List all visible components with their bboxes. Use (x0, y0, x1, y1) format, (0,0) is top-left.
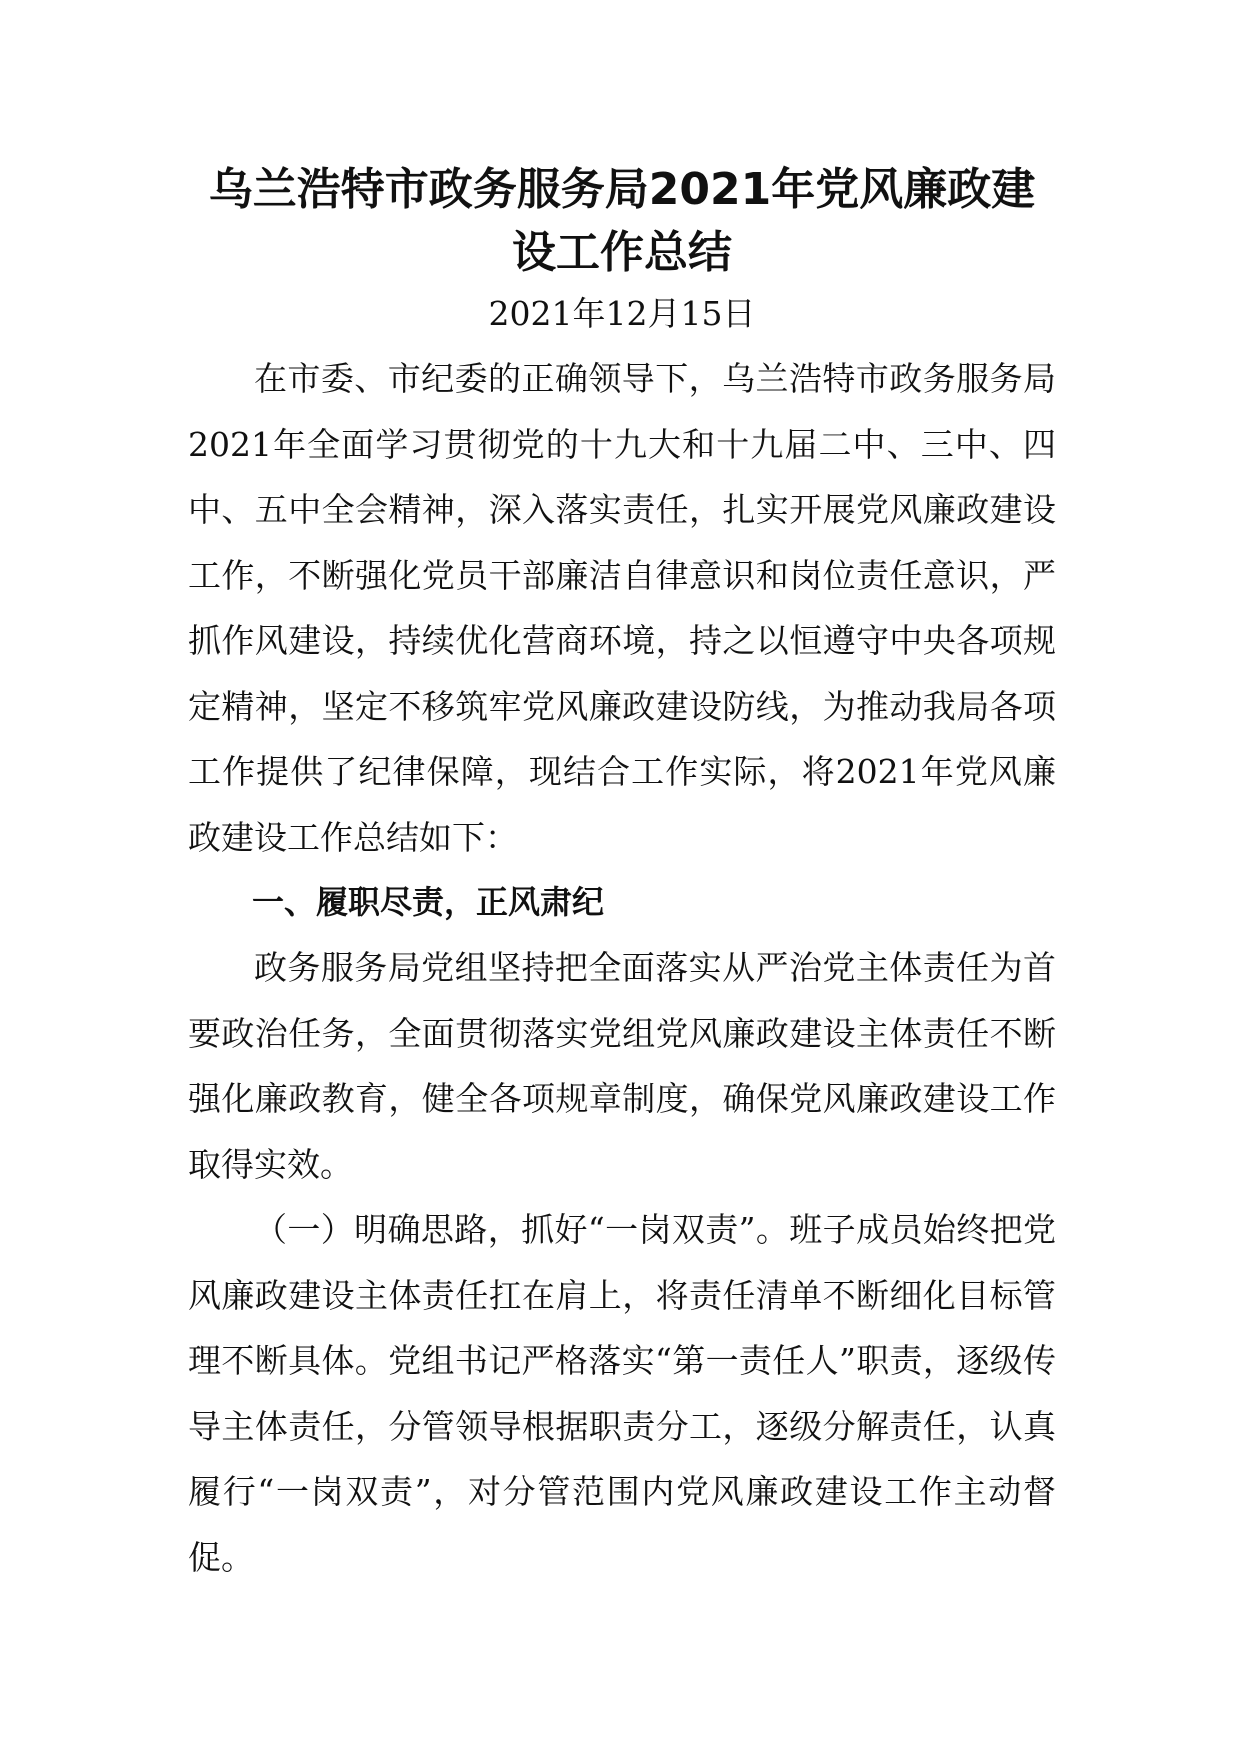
document-title: 乌兰浩特市政务服务局2021年党风廉政建设工作总结 (208, 164, 1036, 278)
subsection-paragraph: （一）明确思路，抓好“一岗双责”。班子成员始终把党风廉政建设主体责任扛在肩上，将责任清单不断细化目标管理不断具体。党组书记严格落实“第一责任人”职责，逐级传导主体责任，分管领导根据职责分工，逐级分解责任，认真履行“一岗双责”，对分管范围内党风廉政建设工作主动督促。 (188, 1210, 1056, 1577)
intro-paragraph: 在市委、市纪委的正确领导下，乌兰浩特市政务服务局2021年全面学习贯彻党的十九大和十九届二中、三中、四中、五中全会精神，深入落实责任，扎实开展党风廉政建设工作，不断强化党员干部廉洁自律意识和岗位责任意识，严抓作风建设，持续优化营商环境，持之以恒遵守中央各项规定精神，坚定不移筑牢党风廉政建设防线，为推动我局各项工作提供了纪律保障，现结合工作实际，将2021年党风廉政建设工作总结如下： (188, 359, 1056, 857)
section-heading: 一、履职尽责，正风肃纪 (252, 883, 605, 921)
document-date: 2021年12月15日 (488, 294, 756, 333)
section-paragraph: 政务服务局党组坚持把全面落实从严治党主体责任为首要政治任务，全面贯彻落实党组党风廉政建设主体责任不断强化廉政教育，健全各项规章制度，确保党风廉政建设工作取得实效。 (188, 948, 1056, 1184)
document-body (188, 158, 1056, 1590)
